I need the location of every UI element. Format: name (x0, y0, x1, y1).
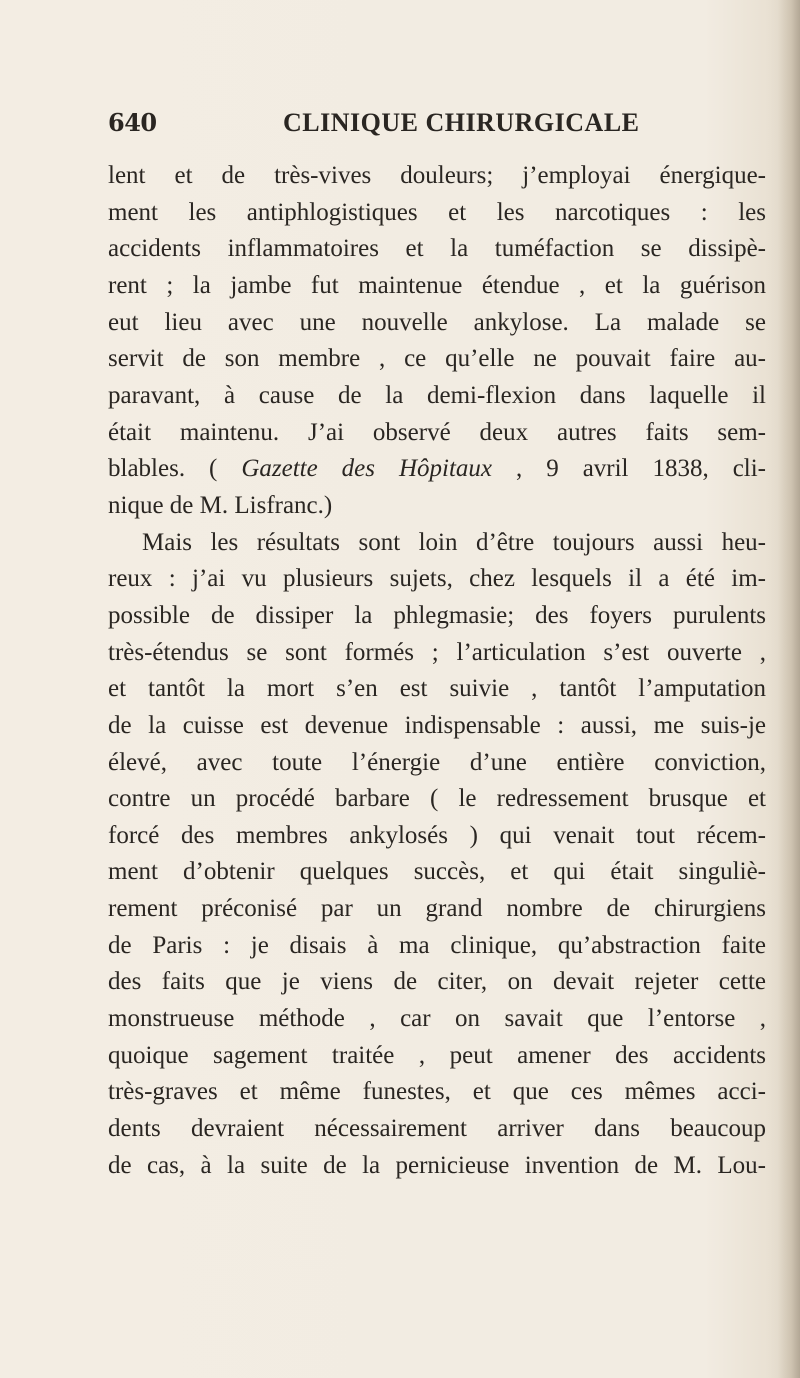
page-header (108, 108, 748, 148)
text-line: possible de dissiper la phlegmasie; des foyers purulents (108, 601, 766, 629)
text-line: de Paris : je disais à ma clinique, qu’abstraction faite (108, 931, 766, 959)
text-line: contre un procédé barbare ( le redressement brusque et (108, 785, 766, 813)
page-number: 640 (108, 108, 157, 137)
text-line: rent ; la jambe fut maintenue étendue , et la guérison (108, 271, 766, 299)
text-line: des faits que je viens de citer, on devait rejeter cette (108, 968, 766, 996)
text-line: accidents inflammatoires et la tuméfaction se dissipè- (108, 235, 766, 263)
text-line: dents devraient nécessairement arriver dans beaucoup (108, 1115, 766, 1143)
text-line: eut lieu avec une nouvelle ankylose. La malade se (108, 308, 766, 336)
text-line: élevé, avec toute l’énergie d’une entière conviction, (108, 748, 766, 776)
body-text (108, 158, 766, 1184)
text-line: nique de M. Lisfranc.) (108, 491, 333, 519)
text-line: lent et de très-vives douleurs; j’employai énergique- (108, 162, 766, 189)
text-line (108, 451, 766, 488)
text-line: très-étendus se sont formés ; l’articulation s’est ouverte , (108, 638, 766, 666)
text-line: très-graves et même funestes, et que ces mêmes acci- (108, 1078, 766, 1106)
text-line: de la cuisse est devenue indispensable : aussi, me suis-je (108, 711, 766, 739)
text-line: quoique sagement traitée , peut amener des accidents (108, 1041, 766, 1069)
text-line: ment d’obtenir quelques succès, et qui était singuliè- (108, 858, 766, 886)
text-line: Mais les résultats sont loin d’être toujours aussi heu- (142, 528, 766, 556)
text-line: servit de son membre , ce qu’elle ne pouvait faire au- (108, 345, 766, 373)
text-line: était maintenu. J’ai observé deux autres faits sem- (108, 418, 766, 446)
text-line: monstrueuse méthode , car on savait que l’entorse , (108, 1005, 766, 1033)
text-line: forcé des membres ankylosés ) qui venait tout récem- (108, 821, 766, 849)
text-line: ment les antiphlogistiques et les narcotiques : les (108, 198, 766, 226)
citation-title: Gazette des Hôpitaux (241, 455, 493, 483)
text-line: rement préconisé par un grand nombre de chirurgiens (108, 895, 766, 923)
text-line: reux : j’ai vu plusieurs sujets, chez lesquels il a été im- (108, 565, 766, 593)
page-edge-shadow (778, 0, 800, 1378)
text-line: de cas, à la suite de la pernicieuse invention de M. Lou- (108, 1151, 766, 1179)
line-text-pre: blables. ( (108, 455, 242, 483)
text-line: et tantôt la mort s’en est suivie , tantôt l’amputation (108, 675, 766, 703)
text-line: paravant, à cause de la demi-flexion dans laquelle il (108, 381, 766, 409)
line-text-post: , 9 avril 1838, cli- (492, 455, 767, 483)
running-title: CLINIQUE CHIRURGICALE (283, 108, 640, 137)
